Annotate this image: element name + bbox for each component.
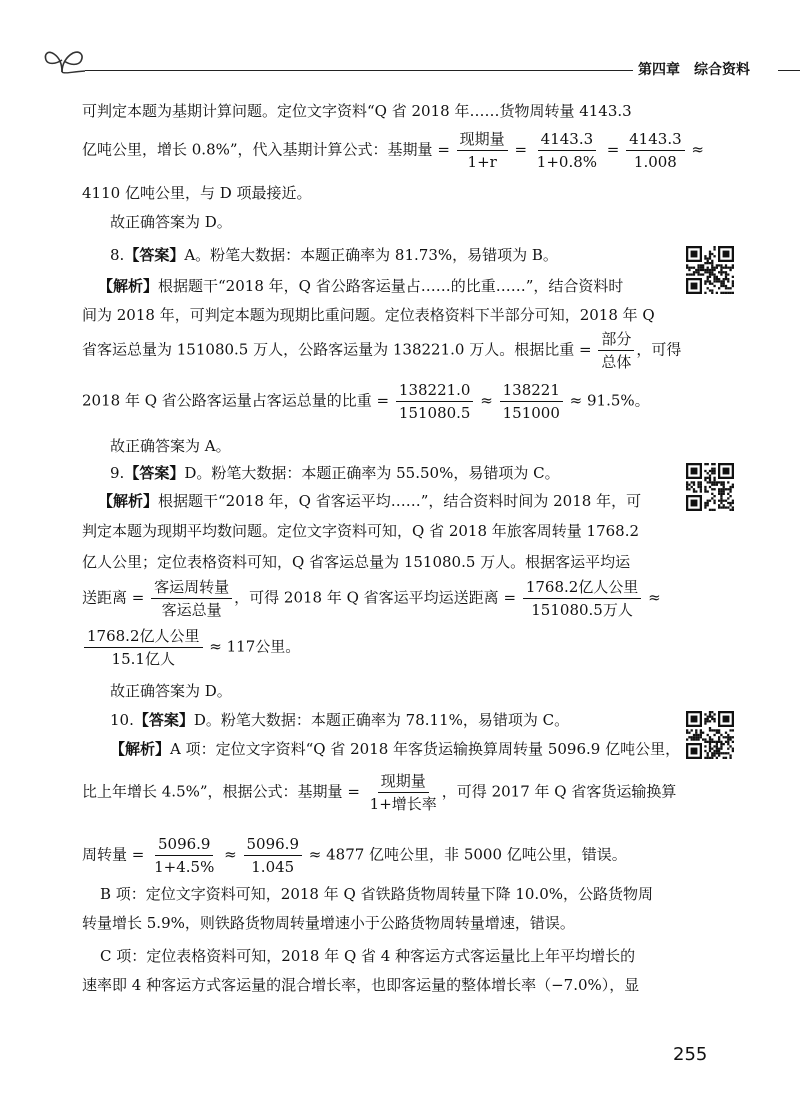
- fraction: $\frac{\text{1768.2亿人公里}}{\text{15.1亿人}}$: [84, 627, 203, 668]
- text-line: 故正确答案为 A。: [110, 437, 231, 455]
- answer-line-q9: 9.【答案】D。粉笔大数据：本题正确率为 55.50%，易错项为 C。: [110, 464, 560, 482]
- text-line: C 项：定位表格资料可知，2018 年 Q 省 4 种客运方式客运量比上年平均增长的: [100, 947, 636, 965]
- text-line: 亿人公里；定位表格资料可知，Q 省客运总量为 151080.5 万人。根据客运平均运: [82, 553, 631, 571]
- qr-code-icon[interactable]: [686, 246, 734, 294]
- qr-code-icon[interactable]: [686, 463, 734, 511]
- analysis-line-q10: 【解析】A 项：定位文字资料“Q 省 2018 年客货运输换算周转量 5096.9 亿吨公里，: [110, 740, 681, 758]
- sprout-icon: [40, 40, 90, 80]
- page-header: [40, 40, 770, 80]
- fraction: $\frac{\text{客运周转量}}{\text{客运总量}}$: [151, 578, 232, 619]
- fraction: $\frac{\text{1768.2亿人公里}}{\text{151080.5万人}}$: [523, 578, 642, 619]
- text-line: 故正确答案为 D。: [110, 213, 232, 231]
- formula-line: 省客运总量为 151080.5 万人，公路客运量为 138221.0 万人。根据比重 = $\frac{\text{部分}}{\text{总体}}$ ，可得: [82, 330, 682, 371]
- analysis-line-q8: 【解析】根据题干“2018 年，Q 省公路客运量占……的比重……”，结合资料时: [98, 277, 624, 295]
- chapter-title: 第四章 综合资料: [638, 62, 750, 78]
- text-line: 故正确答案为 D。: [110, 682, 232, 700]
- text-line: 间为 2018 年，可判定本题为现期比重问题。定位表格资料下半部分可知，2018 年 Q: [82, 306, 655, 324]
- fraction: $\frac{5096.9}{1.045}$: [244, 835, 303, 876]
- formula-line: $\frac{\text{1768.2亿人公里}}{\text{15.1亿人}}$ ≈ 117公里。: [82, 627, 300, 668]
- fraction: $\frac{5096.9}{1+4.5\%}$: [154, 835, 215, 876]
- text-line: 速率即 4 种客运方式客运量的混合增长率，也即客运量的整体增长率（−7.0%），显: [82, 976, 640, 994]
- formula-line: 2018 年 Q 省公路客运量占客运总量的比重 = $\frac{138221.0}{151080.5}$ ≈ $\frac{138221}{151000}$ ≈ 91.5%。: [82, 381, 650, 422]
- formula-line: 周转量 = $\frac{5096.9}{1+4.5\%}$ ≈ $\frac{5096.9}{1.045}$ ≈ 4877 亿吨公里，非 5000 亿吨公里，错误。: [82, 835, 627, 876]
- formula-line: 比上年增长 4.5%”，根据公式：基期量 = $\frac{\text{现期量}}{\text{1+增长率}}$ ，可得 2017 年 Q 省客货运输换算: [82, 772, 677, 813]
- analysis-line-q9: 【解析】根据题干“2018 年，Q 省客运平均……”，结合资料时间为 2018 年，可: [98, 492, 642, 510]
- text-line: B 项：定位文字资料可知，2018 年 Q 省铁路货物周转量下降 10.0%，公路货物周: [100, 885, 653, 903]
- fraction: $\frac{4143.3}{1.008}$: [626, 130, 685, 171]
- formula-line: 送距离 = $\frac{\text{客运周转量}}{\text{客运总量}}$ ，可得 2018 年 Q 省客运平均运送距离 = $\frac{\text{1768.2亿人公里}}{\text{151080.5万人}}$ ≈: [82, 578, 661, 619]
- header-rule: [85, 70, 633, 71]
- text-line: 4110 亿吨公里，与 D 项最接近。: [82, 184, 312, 202]
- qr-code-icon[interactable]: [686, 711, 734, 759]
- text-line: 可判定本题为基期计算问题。定位文字资料“Q 省 2018 年……货物周转量 4143.3: [82, 102, 632, 120]
- fraction: $\frac{\text{部分}}{\text{总体}}$: [598, 330, 634, 371]
- text-line: 转量增长 5.9%，则铁路货物周转量增速小于公路货物周转量增速，错误。: [82, 914, 575, 932]
- header-rule-tail: [778, 70, 800, 71]
- fraction: $\frac{138221.0}{151080.5}$: [396, 381, 474, 422]
- page-number: 255: [673, 1044, 708, 1065]
- answer-line-q8: 8.【答案】A。粉笔大数据：本题正确率为 81.73%，易错项为 B。: [110, 246, 558, 264]
- text-segment: 亿吨公里，增长 0.8%”，代入基期计算公式：基期量 =: [82, 140, 450, 159]
- answer-line-q10: 10.【答案】D。粉笔大数据：本题正确率为 78.11%，易错项为 C。: [110, 711, 570, 729]
- fraction: $\frac{\text{现期量}}{1+r}$: [457, 130, 508, 171]
- fraction: $\frac{4143.3}{1+0.8\%}$: [536, 130, 598, 171]
- text-line: 判定本题为现期平均数问题。定位文字资料可知，Q 省 2018 年旅客周转量 1768.2: [82, 522, 640, 540]
- formula-line: 亿吨公里，增长 0.8%”，代入基期计算公式：基期量 = $\frac{\text{现期量}}{1+r}$ = $\frac{4143.3}{1+0.8\%}$ = $\frac{4143.3}{1.008}$ ≈: [82, 130, 704, 171]
- fraction: $\frac{\text{现期量}}{\text{1+增长率}}$: [369, 772, 437, 813]
- fraction: $\frac{138221}{151000}$: [500, 381, 563, 422]
